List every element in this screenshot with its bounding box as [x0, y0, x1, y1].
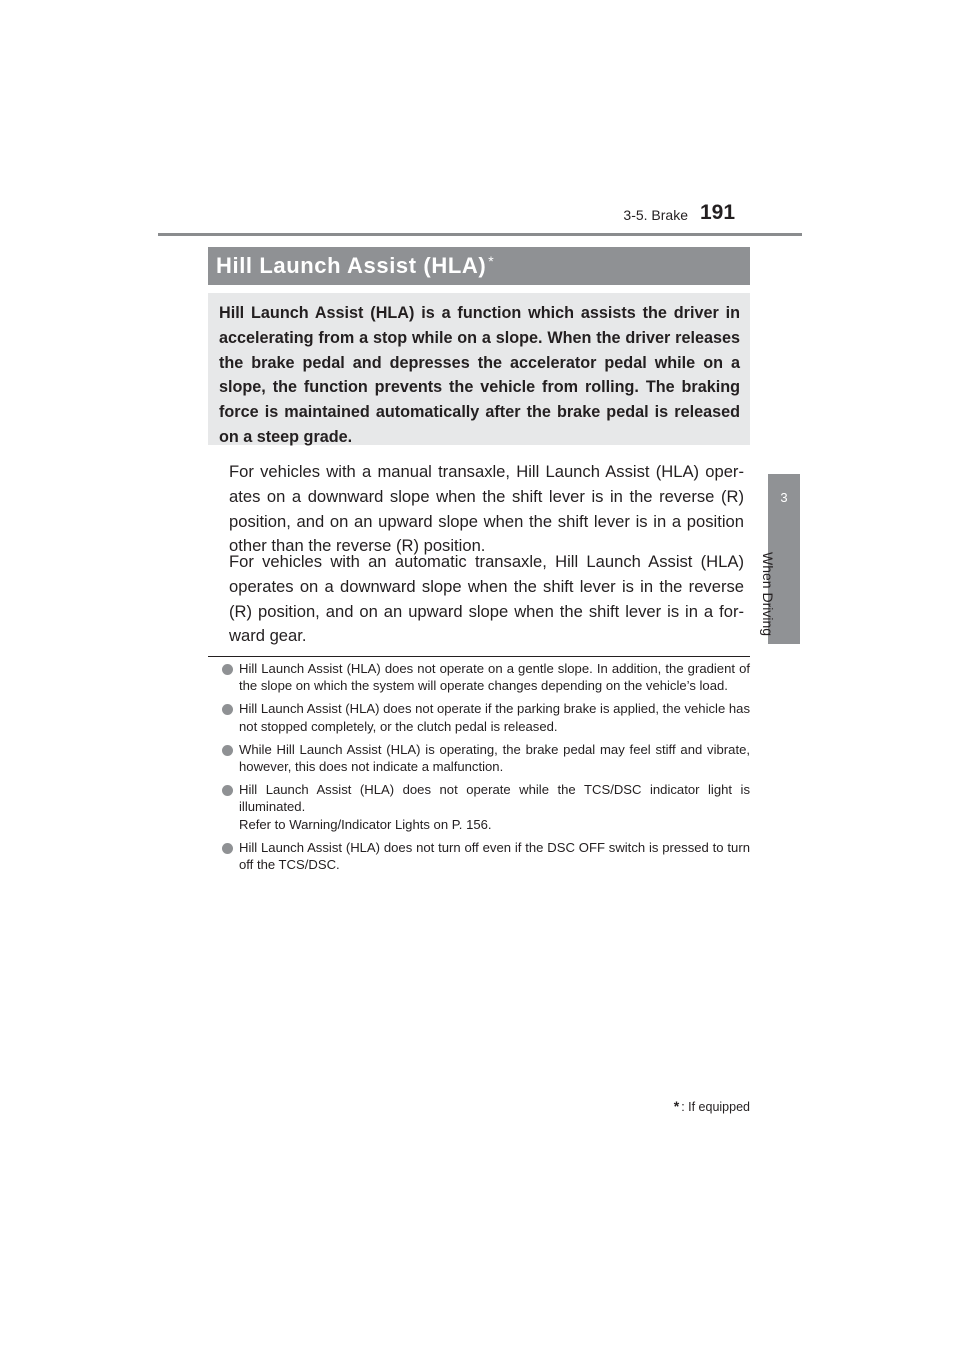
note-text: Hill Launch Assist (HLA) does not operate if the parking brake is applied, the vehicle has not stopped completely, or the clutch pedal is released. — [239, 701, 750, 734]
if-equipped-marker: * — [488, 253, 495, 269]
bullet-icon — [222, 664, 233, 675]
intro-text: Hill Launch Assist (HLA) is a function which assists the driver in accelerating from a stop while on a slope. When the driver releases the brake pedal and depresses the accelerator pedal while on a slope, the function prevents the vehicle from rolling. The braking force is maintained automatically after the brake pedal is released on a steep grade. — [219, 304, 740, 446]
header-divider — [158, 233, 802, 236]
section-title — [216, 253, 494, 279]
note-item — [222, 839, 750, 874]
section-title-bar — [208, 247, 750, 285]
footnote — [600, 1098, 750, 1114]
bullet-icon — [222, 704, 233, 715]
note-text: Hill Launch Assist (HLA) does not turn off even if the DSC OFF switch is pressed to turn off the TCS/DSC. — [239, 839, 750, 873]
bullet-icon — [222, 843, 233, 854]
notes-list — [222, 660, 750, 879]
note-item — [222, 660, 750, 695]
note-item — [222, 700, 750, 735]
section-header: 3-5. Brake — [623, 207, 688, 223]
body-paragraph-automatic: For vehicles with an automatic transaxle, Hill Launch Assist (HLA) operates on a downward slope when the shift lever is in the reverse (R) position, and on an upward slope when the shift lever is in a for-ward gear. — [229, 552, 744, 646]
page-number: 191 — [700, 201, 736, 224]
chapter-number: 3 — [780, 490, 788, 505]
note-item — [222, 741, 750, 776]
note-item — [222, 781, 750, 833]
section-title-text: Hill Launch Assist (HLA) — [216, 253, 487, 278]
note-reference: Refer to Warning/Indicator Lights on P. 156. — [239, 816, 492, 832]
footnote-marker: * — [673, 1098, 680, 1114]
intro-box — [208, 293, 750, 445]
bullet-icon — [222, 785, 233, 796]
notes-divider — [208, 656, 750, 657]
note-text: Hill Launch Assist (HLA) does not operate while the TCS/DSC indicator light is illuminated. — [239, 781, 750, 815]
body-paragraph-manual: For vehicles with a manual transaxle, Hill Launch Assist (HLA) oper-ates on a downward slope when the shift lever is in the reverse (R) position, and on an upward slope when the shift lever is in a position other than the reverse (R) position. — [229, 462, 744, 556]
footnote-text: : If equipped — [681, 1100, 750, 1114]
bullet-icon — [222, 745, 233, 756]
chapter-label: When Driving — [760, 552, 776, 637]
note-text: While Hill Launch Assist (HLA) is operating, the brake pedal may feel stiff and vibrate, however, this does not indicate a malfunction. — [239, 741, 750, 775]
note-text: Hill Launch Assist (HLA) does not operate on a gentle slope. In addition, the gradient of the slope on which the system will operate changes depending on the vehicle’s load. — [239, 661, 750, 694]
